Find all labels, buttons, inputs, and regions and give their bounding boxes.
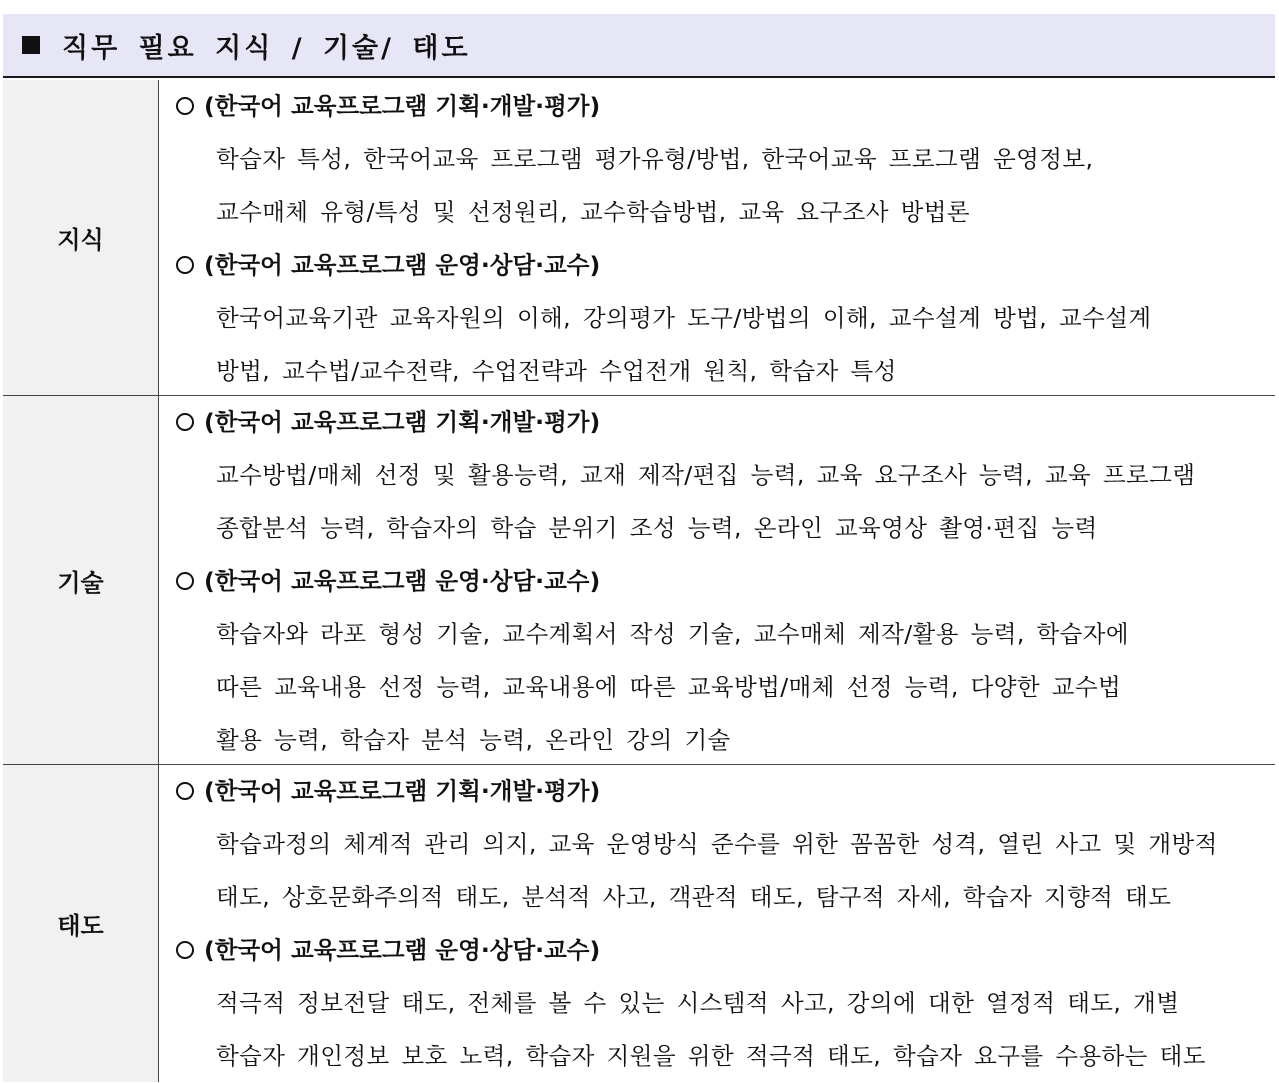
table-row-knowledge: [3, 80, 1275, 396]
row-label-skills: 기술: [3, 396, 159, 764]
list-item: 학습과정의 체계적 관리 의지, 교육 운영방식 준수를 위한 꼼꼼한 성격, 열린 사고 및 개방적: [216, 830, 1218, 858]
list-item: 종합분석 능력, 학습자의 학습 분위기 조성 능력, 온라인 교육영상 촬영·편집 능력: [216, 514, 1098, 542]
group-heading: (한국어 교육프로그램 기획·개발·평가): [176, 765, 1275, 818]
circle-bullet-icon: [176, 413, 194, 431]
row-label-attitude: 태도: [3, 765, 159, 1082]
list-item: 방법, 교수법/교수전략, 수업전략과 수업전개 원칙, 학습자 특성: [216, 357, 897, 385]
competency-table: [3, 80, 1275, 1082]
circle-bullet-icon: [176, 97, 194, 115]
list-item: 교수매체 유형/특성 및 선정원리, 교수학습방법, 교육 요구조사 방법론: [216, 198, 970, 226]
row-body-attitude: [159, 765, 1275, 1082]
section-header: [3, 14, 1275, 78]
group-heading: (한국어 교육프로그램 기획·개발·평가): [176, 396, 1275, 449]
circle-bullet-icon: [176, 941, 194, 959]
list-item: 한국어교육기관 교육자원의 이해, 강의평가 도구/방법의 이해, 교수설계 방법, 교수설계: [216, 304, 1152, 332]
list-item: 적극적 정보전달 태도, 전체를 볼 수 있는 시스템적 사고, 강의에 대한 열정적 태도, 개별: [216, 989, 1180, 1017]
black-square-icon: [22, 36, 40, 54]
row-body-skills: [159, 396, 1275, 764]
list-item: 교수방법/매체 선정 및 활용능력, 교재 제작/편집 능력, 교육 요구조사 능력, 교육 프로그램: [216, 461, 1196, 489]
row-label-knowledge: 지식: [3, 80, 159, 395]
list-item: 태도, 상호문화주의적 태도, 분석적 사고, 객관적 태도, 탐구적 자세, 학습자 지향적 태도: [216, 883, 1172, 911]
group-heading: (한국어 교육프로그램 운영·상담·교수): [176, 239, 1275, 292]
row-body-knowledge: [159, 80, 1275, 395]
group-heading: (한국어 교육프로그램 운영·상담·교수): [176, 924, 1275, 977]
list-item: 학습자 특성, 한국어교육 프로그램 평가유형/방법, 한국어교육 프로그램 운영정보,: [216, 145, 1094, 173]
table-row-attitude: [3, 765, 1275, 1082]
circle-bullet-icon: [176, 572, 194, 590]
circle-bullet-icon: [176, 782, 194, 800]
section-title: 직무 필요 지식 / 기술/ 태도: [62, 32, 471, 64]
list-item: 활용 능력, 학습자 분석 능력, 온라인 강의 기술: [216, 726, 731, 754]
group-heading: (한국어 교육프로그램 운영·상담·교수): [176, 555, 1275, 608]
list-item: 따른 교육내용 선정 능력, 교육내용에 따른 교육방법/매체 선정 능력, 다양한 교수법: [216, 673, 1122, 701]
circle-bullet-icon: [176, 256, 194, 274]
list-item: 학습자 개인정보 보호 노력, 학습자 지원을 위한 적극적 태도, 학습자 요구를 수용하는 태도: [216, 1042, 1206, 1070]
group-heading: (한국어 교육프로그램 기획·개발·평가): [176, 80, 1275, 133]
table-row-skills: [3, 396, 1275, 765]
list-item: 학습자와 라포 형성 기술, 교수계획서 작성 기술, 교수매체 제작/활용 능력, 학습자에: [216, 620, 1129, 648]
